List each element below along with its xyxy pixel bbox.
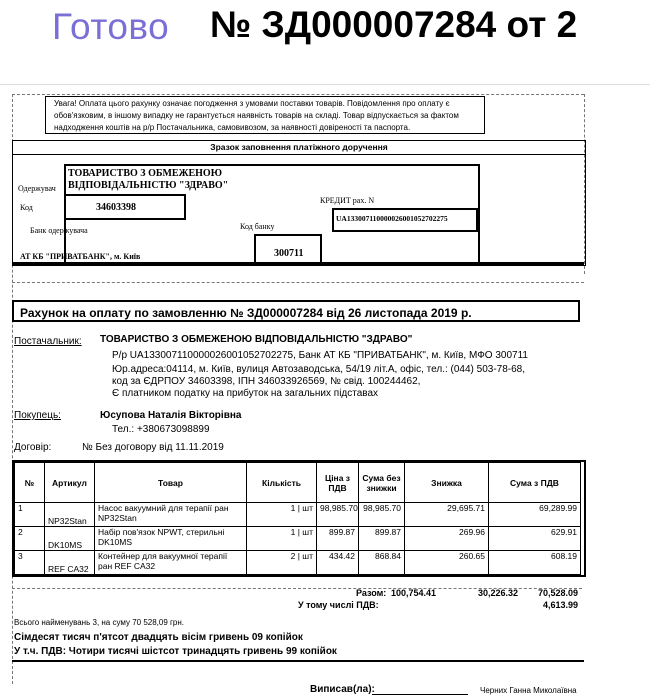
grid-line bbox=[12, 282, 584, 283]
invoice-title: Рахунок на оплату по замовленню № ЗД000007284 від 26 листопада 2019 р. bbox=[12, 300, 580, 322]
row-unit: шт bbox=[302, 527, 313, 537]
row-goods: Контейнер для вакуумної терапії ран REF CA32 bbox=[95, 551, 247, 575]
supplier-name: ТОВАРИСТВО З ОБМЕЖЕНОЮ ВІДПОВІДАЛЬНІСТЮ "ЗДРАВО" bbox=[100, 334, 413, 345]
total-sum-no-discount: 100,754.41 bbox=[390, 588, 436, 598]
supplier-line-2: Юр.адреса:04114, м. Київ, вулиця Автозаводська, 54/19 літ.А, офіс, тел.: (044) 503-78-68, bbox=[112, 364, 526, 375]
vat-label: У тому числі ПДВ: bbox=[298, 600, 379, 610]
row-sum-vat: 69,289.99 bbox=[489, 503, 581, 527]
row-num: 3 bbox=[15, 551, 45, 575]
row-qty-value: 2 bbox=[290, 551, 296, 561]
supplier-label: Постачальник: bbox=[14, 336, 82, 347]
invoice-page bbox=[0, 88, 650, 695]
row-num: 2 bbox=[15, 527, 45, 551]
row-qty-value: 1 bbox=[290, 503, 296, 513]
bank-code-label: Код банку bbox=[240, 222, 275, 231]
row-sum-no-discount: 98,985.70 bbox=[359, 503, 405, 527]
row-sum-no-discount: 868.84 bbox=[359, 551, 405, 575]
vat-in-words: У т.ч. ПДВ: Чотири тисячі шістсот тринадцять гривень 99 копійок bbox=[14, 646, 337, 657]
table-row bbox=[15, 551, 581, 575]
total-discount: 30,226.32 bbox=[477, 588, 518, 598]
contract-value: № Без договору від 11.11.2019 bbox=[82, 442, 224, 453]
guide-top bbox=[12, 94, 584, 95]
buyer-label: Покупець: bbox=[14, 410, 61, 421]
col-price: Ціна з ПДВ bbox=[317, 463, 359, 503]
buyer-name: Юсупова Наталія Вікторівна bbox=[100, 410, 242, 421]
col-article: Артикул bbox=[45, 463, 95, 503]
issued-label: Виписав(ла): bbox=[310, 684, 375, 695]
row-price: 899.87 bbox=[317, 527, 359, 551]
col-goods: Товар bbox=[95, 463, 247, 503]
row-sum-no-discount: 899.87 bbox=[359, 527, 405, 551]
supplier-line-1: Р/р UA133007110000026001052702275, Банк АТ КБ "ПРИВАТБАНК", м. Київ, МФО 300711 bbox=[112, 350, 528, 361]
row-sum-vat: 629.91 bbox=[489, 527, 581, 551]
vat-value: 4,613.99 bbox=[542, 600, 578, 610]
recipient-label: Одержувач bbox=[18, 184, 56, 193]
status-label: Готово bbox=[52, 6, 170, 47]
row-unit: шт bbox=[302, 551, 313, 561]
contract-label: Договір: bbox=[14, 442, 52, 453]
col-discount: Знижка bbox=[405, 463, 489, 503]
top-bar bbox=[0, 0, 650, 62]
col-sum-vat: Сума з ПДВ bbox=[489, 463, 581, 503]
row-article: NP32Stan bbox=[45, 503, 95, 527]
row-num: 1 bbox=[15, 503, 45, 527]
supplier-line-3: код за ЄДРПОУ 34603398, ІПН 346033926569, № свід. 100244462, bbox=[112, 376, 421, 387]
col-num: № bbox=[15, 463, 45, 503]
row-unit: шт bbox=[302, 503, 313, 513]
issued-name: Черних Ганна Миколаївна bbox=[480, 686, 577, 695]
recipient-name: ТОВАРИСТВО З ОБМЕЖЕНОЮ ВІДПОВІДАЛЬНІСТЮ "ЗДРАВО" bbox=[68, 168, 229, 191]
row-discount: 269.96 bbox=[405, 527, 489, 551]
table-header-row bbox=[15, 463, 581, 503]
row-qty-value: 1 bbox=[290, 527, 296, 537]
total-label: Разом: bbox=[356, 588, 387, 598]
code-label: Код bbox=[20, 203, 33, 212]
bank-code-value: 300711 bbox=[274, 248, 304, 259]
row-article: REF CA32 bbox=[45, 551, 95, 575]
total-sum-vat: 70,528.09 bbox=[537, 588, 578, 598]
account-value: UA133007110000026001052702275 bbox=[336, 214, 448, 223]
document-title: № ЗД000007284 от 2 bbox=[210, 4, 578, 45]
payment-notice: Увага! Оплата цього рахунку означає погодження з умовами поставки товарів. Повідомлення про оплату є обов'язковим, в іншому випадку не гарантується наявність товарів на складі. Товар відпускається за фактом надходження коштів на р/р Постачальника, самовивозом, за наявності довіреності та паспорта. bbox=[45, 96, 485, 134]
row-goods: Набір пов'язок NPWT, стерильні DK10MS bbox=[95, 527, 247, 551]
row-article: DK10MS bbox=[45, 527, 95, 551]
table-row bbox=[15, 527, 581, 551]
supplier-line-4: Є платником податку на прибуток на загальних підставах bbox=[112, 388, 379, 399]
row-sum-vat: 608.19 bbox=[489, 551, 581, 575]
row-qty: 1 | шт bbox=[247, 527, 317, 551]
row-qty: 2 | шт bbox=[247, 551, 317, 575]
code-value: 34603398 bbox=[96, 202, 136, 213]
row-qty: 1 | шт bbox=[247, 503, 317, 527]
bank-label: Банк одержувача bbox=[30, 226, 88, 235]
credit-label: КРЕДИТ рах. N bbox=[320, 196, 375, 205]
buyer-phone: Тел.: +380673098899 bbox=[112, 424, 210, 435]
items-table bbox=[14, 462, 581, 575]
row-goods: Насос вакуумний для терапії ран NP32Stan bbox=[95, 503, 247, 527]
row-discount: 260.65 bbox=[405, 551, 489, 575]
bank-name: АТ КБ "ПРИВАТБАНК", м. Київ bbox=[20, 252, 141, 261]
items-table-frame bbox=[12, 460, 586, 577]
row-discount: 29,695.71 bbox=[405, 503, 489, 527]
col-qty: Кількість bbox=[247, 463, 317, 503]
total-in-words: Сімдесят тисяч п'ятсот двадцять вісім гривень 09 копійок bbox=[14, 632, 303, 643]
sample-bottom-rule bbox=[12, 262, 584, 265]
divider bbox=[0, 84, 650, 85]
row-price: 98,985.70 bbox=[317, 503, 359, 527]
payment-sample-title: Зразок заповнення платіжного доручення bbox=[12, 140, 586, 155]
footer-rule bbox=[12, 660, 584, 662]
row-price: 434.42 bbox=[317, 551, 359, 575]
col-sum-no-discount: Сума без знижки bbox=[359, 463, 405, 503]
table-row bbox=[15, 503, 581, 527]
items-count: Всього найменувань 3, на суму 70 528,09 грн. bbox=[14, 618, 185, 627]
